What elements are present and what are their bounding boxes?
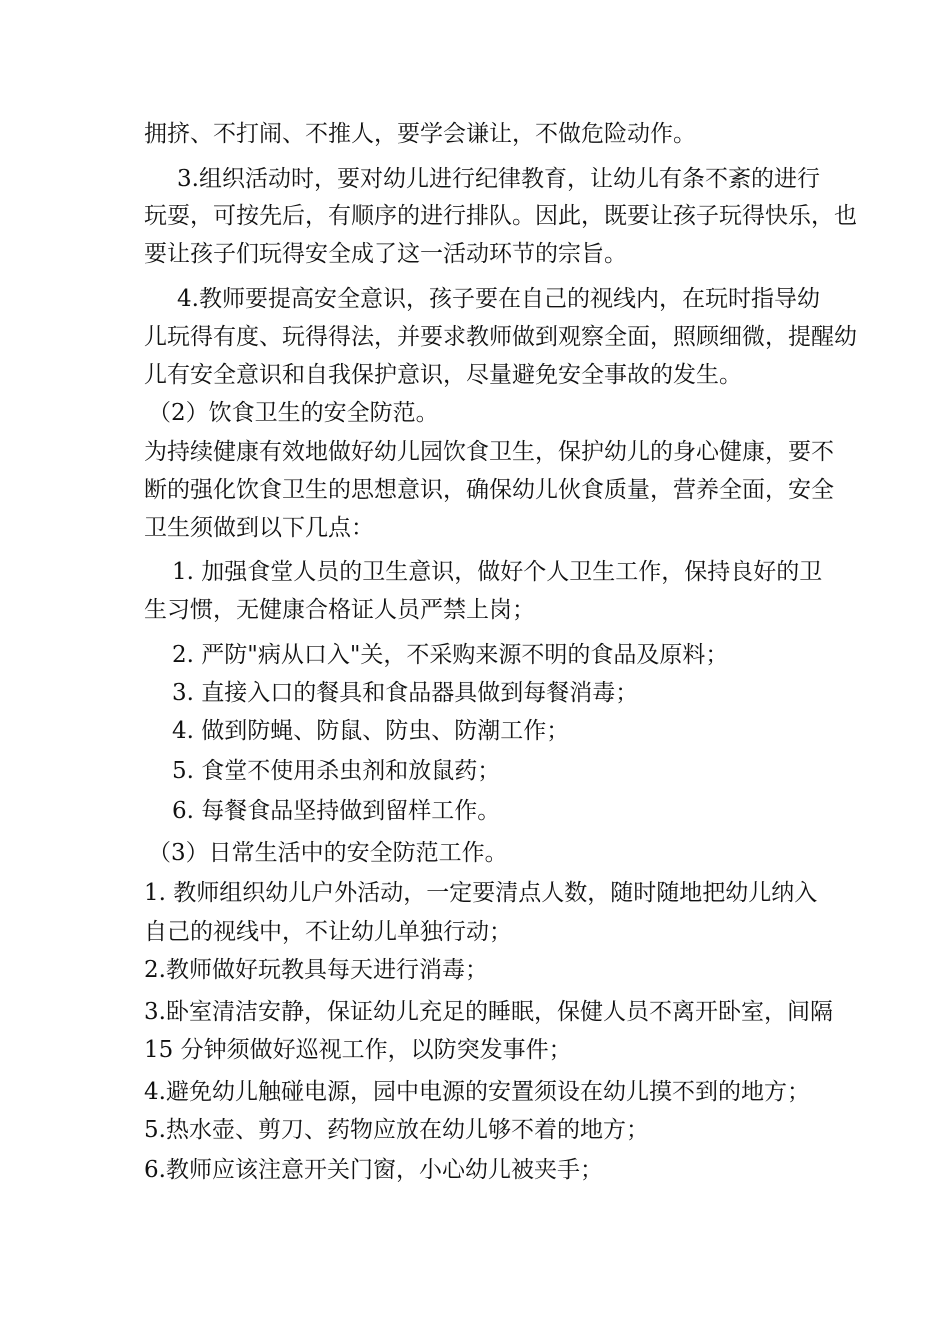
list-item: 1. 加强食堂人员的卫生意识，做好个人卫生工作，保持良好的卫	[172, 559, 823, 585]
list-item: 1. 教师组织幼儿户外活动，一定要清点人数，随时随地把幼儿纳入	[144, 880, 818, 906]
list-item: 5. 食堂不使用杀虫剂和放鼠药；	[172, 758, 501, 784]
list-item: 6.教师应该注意开关门窗，小心幼儿被夹手；	[144, 1157, 603, 1183]
list-item: 4.避免幼儿触碰电源，园中电源的安置须设在幼儿摸不到的地方；	[144, 1079, 810, 1105]
list-item: 6. 每餐食品坚持做到留样工作。	[172, 798, 501, 824]
list-item: 2. 严防"病从口入"关，不采购来源不明的食品及原料；	[172, 642, 729, 668]
list-item: 4. 做到防蝇、防鼠、防虫、防潮工作；	[172, 718, 570, 744]
list-item: 2.教师做好玩教具每天进行消毒；	[144, 957, 488, 983]
text-line: 儿玩得有度、玩得得法，并要求教师做到观察全面，照顾细微，提醒幼	[144, 324, 857, 350]
text-line: 玩耍，可按先后，有顺序的进行排队。因此，既要让孩子玩得快乐，也	[144, 203, 857, 229]
text-line: 断的强化饮食卫生的思想意识，确保幼儿伙食质量，营养全面，安全	[144, 477, 834, 503]
text-line: 3.组织活动时，要对幼儿进行纪律教育，让幼儿有条不紊的进行	[177, 166, 820, 192]
text-line: 卫生须做到以下几点：	[144, 515, 374, 541]
text-line: 生习惯，无健康合格证人员严禁上岗；	[144, 597, 535, 623]
text-line: 拥挤、不打闹、不推人，要学会谦让，不做危险动作。	[144, 121, 696, 147]
text-line: 4.教师要提高安全意识，孩子要在自己的视线内，在玩时指导幼	[177, 286, 820, 312]
text-line: 15 分钟须做好巡视工作，以防突发事件；	[144, 1037, 572, 1063]
text-line: 为持续健康有效地做好幼儿园饮食卫生，保护幼儿的身心健康，要不	[144, 439, 834, 465]
list-item: 3.卧室清洁安静，保证幼儿充足的睡眠，保健人员不离开卧室，间隔	[144, 999, 833, 1025]
list-item: 3. 直接入口的餐具和食品器具做到每餐消毒；	[172, 680, 639, 706]
list-item: 5.热水壶、剪刀、药物应放在幼儿够不着的地方；	[144, 1117, 649, 1143]
section-heading: （2）饮食卫生的安全防范。	[148, 400, 439, 426]
section-heading: （3）日常生活中的安全防范工作。	[148, 840, 508, 866]
text-line: 要让孩子们玩得安全成了这一活动环节的宗旨。	[144, 241, 627, 267]
text-line: 儿有安全意识和自我保护意识，尽量避免安全事故的发生。	[144, 362, 742, 388]
text-line: 自己的视线中，不让幼儿单独行动；	[144, 919, 512, 945]
